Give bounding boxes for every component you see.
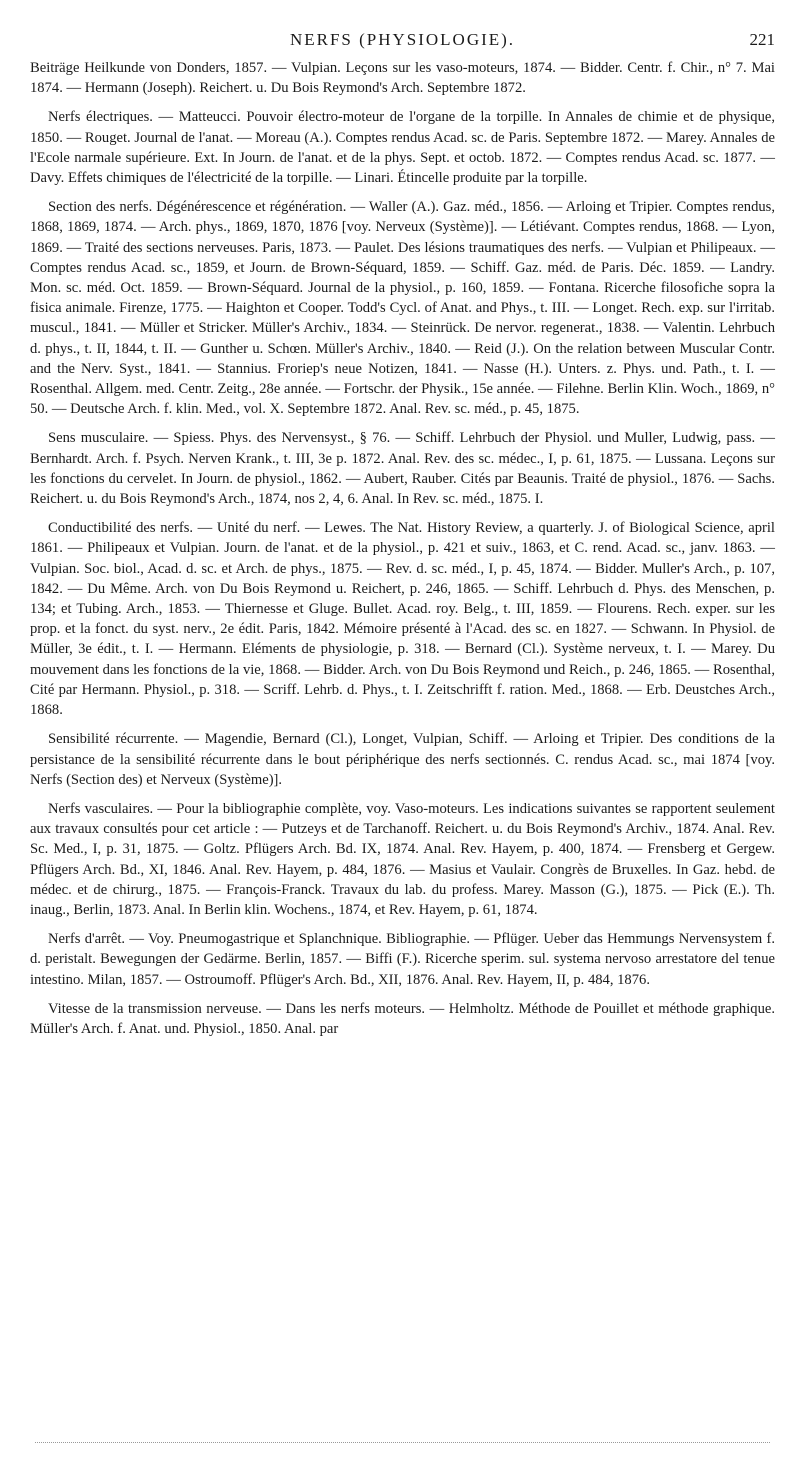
paragraph-nerfs-electriques: Nerfs électriques. — Matteucci. Pouvoir électro-moteur de l'organe de la torpille. In Annales de chimie et de physique, 1850. — Rouget. Journal de l'anat. — Moreau (A.). Comptes rendus Acad. sc. de Paris. Septembre 1872. — Marey. Annales de l'Ecole narmale supérieure. Ext. In Journ. de l'anat. et de la phys. Sept. et octob. 1872. — Comptes rendus Acad. sc. 1877. — Davy. Effets chimiques de l'électricité de la torpille. — Linari. Étincelle produite par la torpille. <box>30 109 775 187</box>
page <box>30 30 775 1048</box>
running-head <box>30 30 775 58</box>
paragraph-continuation: Beiträge Heilkunde von Donders, 1857. — Vulpian. Leçons sur les vaso-moteurs, 1874. — Bidder. Centr. f. Chir., n° 7. Mai 1874. — Hermann (Joseph). Reichert. u. Du Bois Reymond's Arch. Septembre 1872. <box>30 60 775 97</box>
paragraph-vitesse-transmission: Vitesse de la transmission nerveuse. — Dans les nerfs moteurs. — Helmholtz. Méthode de Pouillet et méthode graphique. Müller's Arch. f. Anat. und. Physiol., 1850. Anal. par <box>30 1000 775 1037</box>
paragraph-nerfs-vasculaires: Nerfs vasculaires. — Pour la bibliographie complète, voy. Vaso-moteurs. Les indications suivantes se rapportent seulement aux travaux consultés pour cet article : — Putzeys et de Tarchanoff. Reichert. u. du Bois Reymond's Archiv., 1874. Anal. Rev. Sc. Med., I, p. 31, 1875. — Goltz. Pflügers Arch. Bd. IX, 1874. Anal. Rev. Hayem, p. 400, 1874. — Frensberg et Gergew. Pflügers Arch. Bd., XI, 1846. Anal. Rev. Hayem, p. 484, 1876. — Masius et Vaulair. Congrès de Bruxelles. In Gaz. hebd. de médec. et de chirurg., 1875. — François-Franck. Travaux du lab. du profess. Marey. Masson (G.), 1875. — Pick (E.). Th. inaug., Berlin, 1873. Anal. In Berlin klin. Wochens., 1874, et Rev. Hayem, p. 61, 1874. <box>30 800 775 918</box>
paragraph-sens-musculaire: Sens musculaire. — Spiess. Phys. des Nervensyst., § 76. — Schiff. Lehrbuch der Physiol. und Muller, Ludwig, pass. — Bernhardt. Arch. f. Psych. Nerven Krank., t. III, 3e p. 1872. Anal. Rev. des sc. médec., I, p. 61, 1875. — Lussana. Leçons sur les fonctions du cervelet. In Journ. de physiol., 1862. — Aubert, Rauber. Cités par Beaunis. Traité de physiol., 1876. — Sachs. Reichert. u. du Bois Reymond's Arch., 1874, nos 2, 4, 6. Anal. In Rev. sc. méd., 1875. I. <box>30 430 775 508</box>
page-title: NERFS (PHYSIOLOGIE). <box>289 30 516 49</box>
paragraph-nerfs-arret: Nerfs d'arrêt. — Voy. Pneumogastrique et Splanchnique. Bibliographie. — Pflüger. Ueber das Hemmungs Nervensystem f. d. peristalt. Bewegungen der Gedärme. Berlin, 1857. — Biffi (F.). Ricerche sperim. sul. systema nervoso arrestatore del tenue intestino. Milan, 1857. — Ostroumoff. Pflüger's Arch. Bd., XII, 1876. Anal. Rev. Hayem, II, p. 484, 1876. <box>30 931 775 988</box>
bottom-divider <box>35 1442 770 1443</box>
paragraph-conductibilite: Conductibilité des nerfs. — Unité du nerf. — Lewes. The Nat. History Review, a quarterly. J. of Biological Science, april 1861. — Philipeaux et Vulpian. Journ. de l'anat. et de la physiol., p. 421 et suiv., 1863, et C. rend. Acad. sc., janv. 1863. — Vulpian. Soc. biol., Acad. d. sc. et Arch. de phys., 1875. — Rev. d. sc. méd., I, p. 45, 1874. — Bidder. Muller's Arch., p. 107, 1842. — Du Même. Arch. von Du Bois Reymond u. Reichert, p. 246, 1865. — Schiff. Lehrbuch d. Phys. des Menschen, p. 134; et Tubing. Arch., 1853. — Thiernesse et Gluge. Bullet. Acad. roy. Belg., t. III, 1859. — Flourens. Rech. exper. sur les prop. et la fonct. du syst. nerv., 2e édit. Paris, 1842. Mémoire présenté à l'Acad. des sc. en 1827. — Schwann. In Physiol. de Müller, 3e édit., t. I. — Hermann. Eléments de physiologie, p. 318. — Bernard (Cl.). Système nerveux, t. I. — Marey. Du mouvement dans les fonctions de la vie, 1868. — Bidder. Arch. von Du Bois Reymond und Reich., p. 246, 1865. — Rosenthal, Cité par Hermann. Physiol., p. 318. — Scriff. Lehrb. d. Phys., t. I. Zeitschrifft f. ration. Med., 1868. — Erb. Deustches Arch., 1868. <box>30 520 775 719</box>
paragraph-section-des-nerfs: Section des nerfs. Dégénérescence et régénération. — Waller (A.). Gaz. méd., 1856. — Arloing et Tripier. Comptes rendus, 1868, 1869, 1874. — Arch. phys., 1869, 1870, 1876 [voy. Nerveux (Système)]. — Létiévant. Comptes rendus, 1868. — Lyon, 1869. — Traité des sections nerveuses. Paris, 1873. — Paulet. Des lésions traumatiques des nerfs. — Vulpian et Philipeaux. — Comptes rendus Acad. sc., 1859, et Journ. de Brown-Séquard, 1859. — Schiff. Gaz. méd. de Paris. Déc. 1859. — Landry. Mon. sc. méd. Oct. 1859. — Brown-Séquard. Journal de la physiol., p. 160, 1859. — Fontana. Ricerche filosofiche sopra la fisica animale. Firenze, 1775. — Haighton et Cooper. Todd's Cycl. of Anat. and Phys., t. III. — Longet. Rech. exp. sur l'irritab. muscul., 1841. — Müller et Stricker. Müller's Archiv., 1834. — Steinrück. De nervor. regenerat., 1838. — Valentin. Lehrbuch d. phys., t. II, 1844, t. II. — Gunther u. Schœn. Müller's Archiv., 1840. — Reid (J.). On the relation between Muscular Contr. and the Nerv. Syst., 1841. — Stannius. Froriep's neue Notizen, 1841. — Nasse (H.). Unters. z. Phys. und. Path., t. I. — Rosenthal. Allgem. med. Centr. Zeitg., 28e année. — Fortschr. der Physik., 15e année. — Filehne. Berlin Klin. Woch., 1869, n° 50. — Deutsche Arch. f. klin. Med., vol. X. Septembre 1872. Anal. Rev. sc. méd., p. 45, 1875. <box>30 199 775 418</box>
page-number: 221 <box>749 30 775 49</box>
paragraph-sensibilite-recurrente: Sensibilité récurrente. — Magendie, Bernard (Cl.), Longet, Vulpian, Schiff. — Arloing et Tripier. Des conditions de la persistance de la sensibilité récurrente dans le bout périphérique des nerfs sectionnés. C. rendus Acad. sc., mai 1874 [voy. Nerfs (Section des) et Nerveux (Système)]. <box>30 731 775 788</box>
